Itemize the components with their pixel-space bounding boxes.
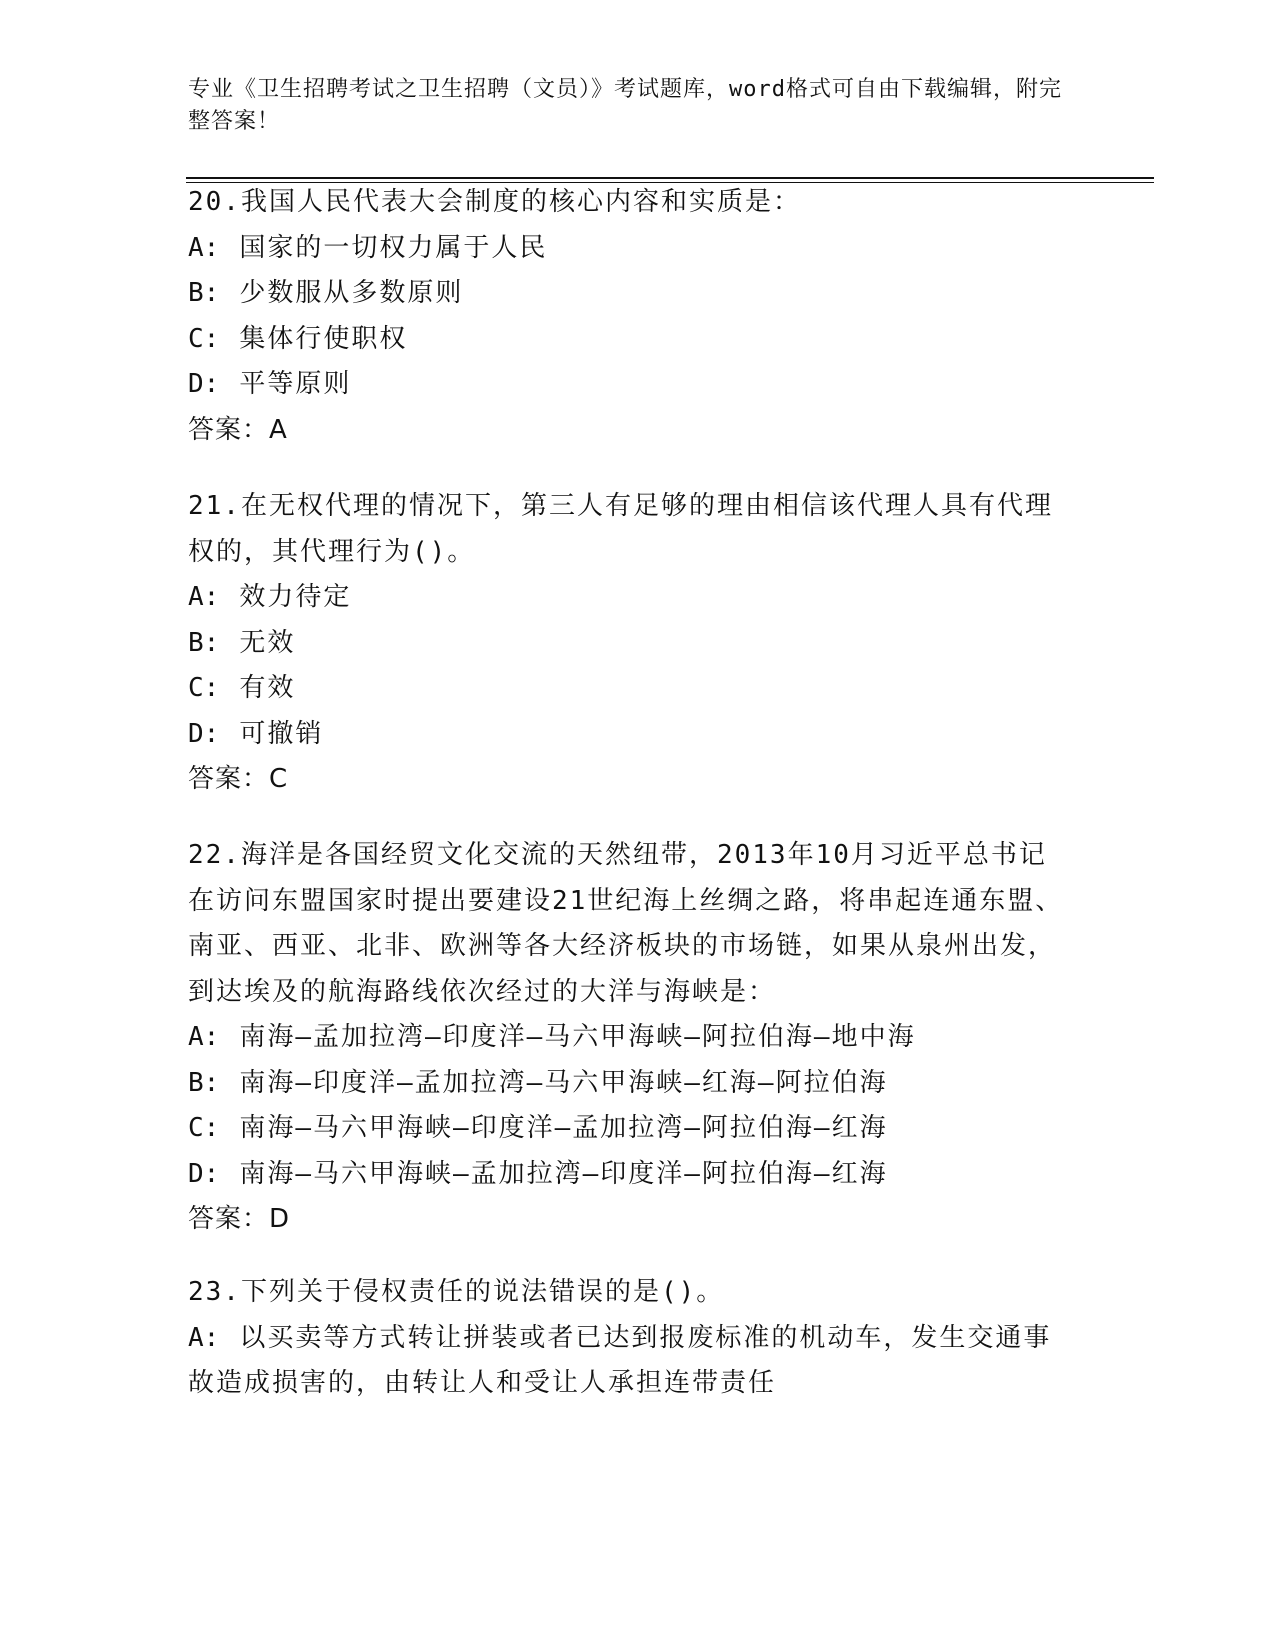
option-b	[188, 271, 1068, 317]
option-text: 有效	[239, 673, 296, 703]
option-letter: A:	[188, 1022, 220, 1052]
question-text: 21.在无权代理的情况下，第三人有足够的理由相信该代理人具有代理权的，其代理行为()。	[188, 491, 1053, 567]
question-23	[188, 1270, 1068, 1407]
answer-line	[188, 408, 1068, 454]
option-a	[188, 1316, 1068, 1407]
option-letter: D:	[188, 718, 220, 749]
option-d	[188, 1152, 1068, 1198]
option-text: 少数服从多数原则	[239, 278, 464, 308]
option-letter: A:	[188, 232, 220, 263]
option-text: 集体行使职权	[239, 323, 408, 354]
question-20	[188, 180, 1068, 453]
option-a	[188, 575, 1068, 621]
option-text: 南海—马六甲海峡—印度洋—孟加拉湾—阿拉伯海—红海	[239, 1113, 888, 1143]
question-text: 22.海洋是各国经贸文化交流的天然纽带，2013年10月习近平总书记在访问东盟国家时提出要建设21世纪海上丝绸之路，将串起连通东盟、南亚、西亚、北非、欧洲等各大经济板块的市场链，如果从泉州出发，到达埃及的航海路线依次经过的大洋与海峡是：	[188, 840, 1064, 1007]
question-21	[188, 484, 1068, 803]
option-letter: C:	[188, 1113, 220, 1143]
option-letter: B:	[188, 627, 220, 658]
document-header: 专业《卫生招聘考试之卫生招聘（文员）》考试题库，word格式可自由下载编辑，附完整答案！	[188, 77, 1062, 134]
option-a	[188, 1015, 1068, 1061]
answer-value: C	[269, 764, 289, 794]
answer-label: 答案：	[188, 764, 270, 794]
answer-label: 答案：	[188, 1204, 270, 1234]
question-22	[188, 833, 1068, 1243]
option-letter: C:	[188, 673, 220, 703]
answer-line	[188, 757, 1068, 803]
question-text: 23.下列关于侵权责任的说法错误的是()。	[188, 1277, 725, 1307]
option-c	[188, 317, 1068, 363]
option-d	[188, 362, 1068, 408]
option-text: 南海—马六甲海峡—孟加拉湾—印度洋—阿拉伯海—红海	[239, 1158, 888, 1189]
option-text: 平等原则	[239, 369, 352, 399]
option-letter: B:	[188, 278, 220, 308]
option-letter: D:	[188, 1158, 220, 1189]
option-letter: B:	[188, 1067, 220, 1098]
option-letter: C:	[188, 323, 220, 354]
option-letter: A:	[188, 1322, 220, 1353]
option-c	[188, 1106, 1068, 1152]
option-text: 无效	[239, 627, 296, 658]
answer-label: 答案：	[188, 414, 270, 445]
option-text: 南海—孟加拉湾—印度洋—马六甲海峡—阿拉伯海—地中海	[239, 1022, 916, 1052]
option-letter: A:	[188, 582, 220, 612]
option-b	[188, 621, 1068, 667]
option-b	[188, 1061, 1068, 1107]
option-text: 国家的一切权力属于人民	[239, 232, 548, 263]
option-d	[188, 712, 1068, 758]
option-letter: D:	[188, 369, 220, 399]
option-c	[188, 666, 1068, 712]
option-text: 可撤销	[239, 718, 324, 749]
option-text: 以买卖等方式转让拼装或者已达到报废标准的机动车，发生交通事故造成损害的，由转让人和受让人承担连带责任	[188, 1322, 1052, 1398]
answer-value: D	[269, 1204, 291, 1234]
option-a	[188, 226, 1068, 272]
option-text: 南海—印度洋—孟加拉湾—马六甲海峡—红海—阿拉伯海	[239, 1067, 888, 1098]
header-divider	[186, 177, 1154, 179]
question-text: 20.我国人民代表大会制度的核心内容和实质是：	[188, 187, 801, 217]
option-text: 效力待定	[239, 582, 352, 612]
answer-line	[188, 1197, 1068, 1243]
answer-value: A	[269, 414, 288, 445]
